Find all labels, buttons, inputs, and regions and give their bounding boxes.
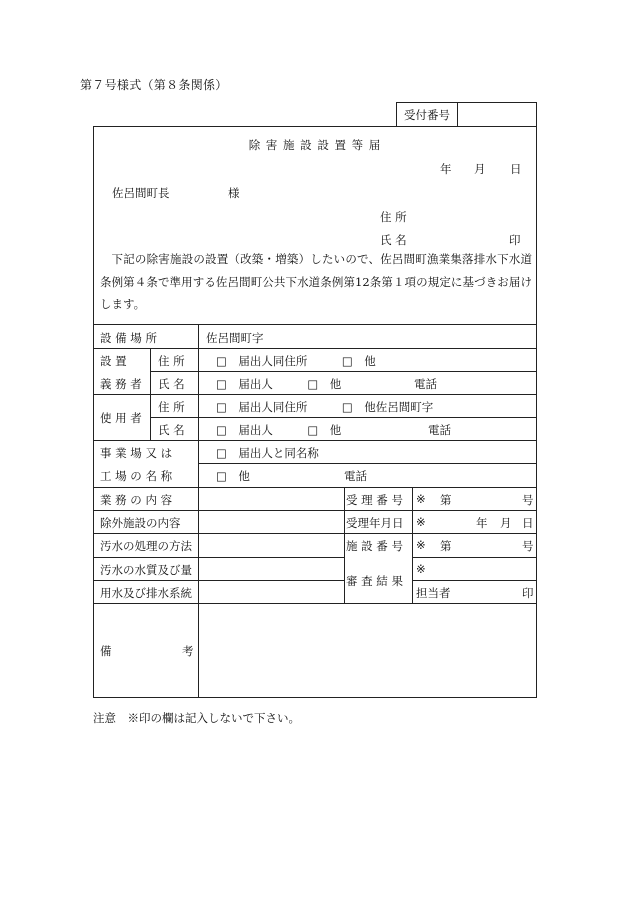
applicant-name-label: 氏 名 [380,233,407,247]
business-label-bottom: 工 場 の 名 称 [100,469,173,483]
date-month: 月 [474,162,486,176]
form-title: 除 害 施 設 設 置 等 届 [248,138,382,152]
date-day: 日 [510,162,522,176]
obligor-address-options[interactable]: □ 届出人同住所 □ 他 [216,354,376,368]
facility-number-mark: ※ [416,538,426,552]
receipt-date-year: 年 [476,516,488,530]
business-content-label: 業 務 の 内 容 [100,493,173,507]
addressee: 佐呂間町長 [112,186,170,200]
location-value[interactable]: 佐呂間町字 [206,331,264,345]
applicant-seal: 印 [509,233,521,247]
obligor-phone-label: 電話 [414,377,437,391]
declaration-text: 下記の除害施設の設置（改築・増築）したいので、佐呂間町漁業集落排水下水道条例第４条で準用する佐呂間町公共下水道条例第12条第１項の規定に基づきお届けします。 [100,252,532,311]
receipt-number-mark: ※ [416,492,426,506]
user-name-label: 氏 名 [158,423,185,437]
receipt-date-day: 日 [522,516,534,530]
review-result-label: 審 査 結 果 [346,574,403,588]
user-name-options[interactable]: □ 届出人 □ 他 [216,423,342,437]
receipt-number-go: 号 [522,493,534,507]
facility-number-row-label: 施 設 番 号 [346,539,403,553]
form-number: 第７号様式（第８条関係） [80,78,228,92]
receipt-date-month: 月 [500,516,512,530]
receipt-number-dai: 第 [440,493,452,507]
remarks-label-left: 備 [100,644,112,658]
wastewater-quality-label: 汚水の水質及び量 [100,563,192,577]
location-label: 設 備 場 所 [100,331,157,345]
receipt-number-box [396,102,537,127]
applicant-address-label: 住 所 [380,210,407,224]
facility-number-go: 号 [522,539,534,553]
review-mark: ※ [416,562,426,576]
obligor-address-label: 住 所 [158,354,185,368]
business-label-top: 事 業 場 又 は [100,446,173,460]
date-year: 年 [440,162,452,176]
receipt-date-row-label: 受理年月日 [346,516,404,530]
obligor-label-top: 設 置 [100,354,127,368]
business-name-other[interactable]: □ 他 [216,469,250,483]
user-address-label: 住 所 [158,400,185,414]
facility-content-label: 除外施設の内容 [100,516,181,530]
obligor-label-bottom: 義 務 者 [100,377,142,391]
user-label: 使 用 者 [100,411,142,425]
remarks-label-right: 考 [182,644,194,658]
receipt-number-label: 受付番号 [397,103,458,127]
person-in-charge-seal: 印 [522,586,534,600]
obligor-name-options[interactable]: □ 届出人 □ 他 [216,377,342,391]
honorific: 様 [228,186,240,200]
user-phone-label: 電話 [428,423,451,437]
water-system-label: 用水及び排水系統 [100,586,192,600]
form-table [93,126,537,698]
receipt-number-row-label: 受 理 番 号 [346,493,403,507]
person-in-charge-label: 担当者 [416,586,451,600]
business-phone-label: 電話 [344,469,367,483]
footnote: 注意 ※印の欄は記入しないで下さい。 [93,711,300,725]
user-address-options[interactable]: □ 届出人同住所 □ 他佐呂間町字 [216,400,434,414]
facility-number-dai: 第 [440,539,452,553]
business-name-same[interactable]: □ 届出人と同名称 [216,446,319,460]
receipt-date-mark: ※ [416,515,426,529]
wastewater-treatment-label: 汚水の処理の方法 [100,539,192,553]
obligor-name-label: 氏 名 [158,377,185,391]
